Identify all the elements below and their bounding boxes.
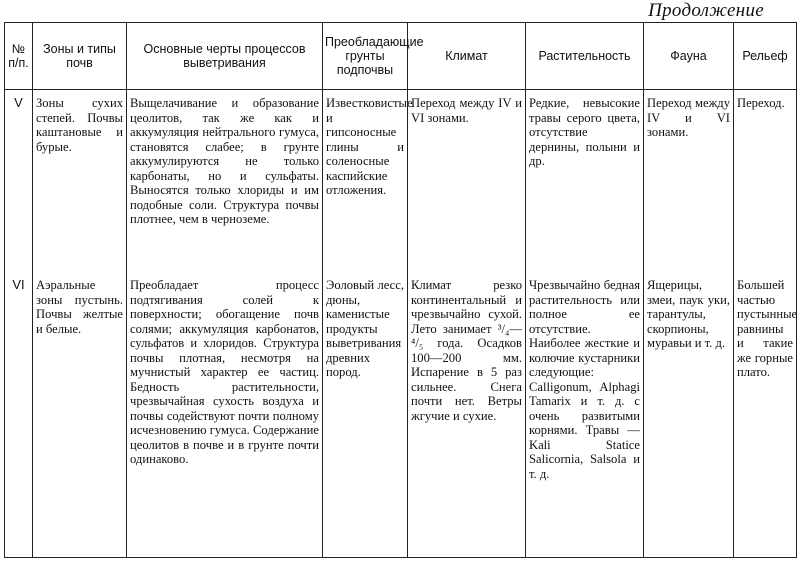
relief-cell: Большей частью пустынные равнины и такие же горные плато. xyxy=(734,268,797,558)
vegetation-cell: Редкие, невысокие травы серого цвета, отсутствие дернины, полыни и др. xyxy=(526,90,644,269)
table-row xyxy=(5,268,797,558)
header-fauna: Фауна xyxy=(644,23,734,90)
table-row xyxy=(5,90,797,269)
row-number: V xyxy=(5,90,33,269)
weathering-cell: Преобладает процесс подтягивания солей к поверхности; обогащение почв солями; аккумуляция карбонатов, сульфатов и хлоридов. Структура почвы плотная, несмотря на мучнистый характер ее частиц. Бедность растительности, чрезвычайная сухость воздуха и почвы содействуют почти полному исчезновению гумуса. Содержание цеолитов в почве и в грунте почти одинаково. xyxy=(127,268,323,558)
fauna-cell: Переход между IV и VI зонами. xyxy=(644,90,734,269)
soil-zones-table xyxy=(4,22,797,558)
continuation-label: Продолжение xyxy=(648,0,764,21)
weathering-cell: Выщелачивание и образование цеолитов, так же как и аккумуляция нейтрального гумуса, становятся слабее; в грунте аккумулируются не только карбонаты, но и сульфаты. Выносятся только хлориды и им подобные соли. Структура почвы плотнее, чем в черноземе. xyxy=(127,90,323,269)
zone-cell: Зоны сухих степей. Почвы каштановые и бурые. xyxy=(33,90,127,269)
header-vegetation: Растительность xyxy=(526,23,644,90)
header-climate: Климат xyxy=(408,23,526,90)
row-number: VI xyxy=(5,268,33,558)
climate-cell: Климат резко континентальный и чрезвычайно сухой. Лето занимает ³/₄—⁴/₅ года. Осадков 100—200 мм. Испарение в 5 раз сильнее. Снега почти нет. Ветры жгучие и сухие. xyxy=(408,268,526,558)
climate-cell: Переход между IV и VI зонами. xyxy=(408,90,526,269)
subsoil-cell: Эоловый лесс, дюны, каменистые продукты выветривания древних пород. xyxy=(323,268,408,558)
header-zones: Зоны и типы почв xyxy=(33,23,127,90)
zone-cell: Аэральные зоны пустынь. Почвы желтые и белые. xyxy=(33,268,127,558)
fauna-cell: Ящерицы, змеи, паук уки, тарантулы, скорпионы, муравьи и т. д. xyxy=(644,268,734,558)
header-row xyxy=(5,23,797,90)
header-relief: Рельеф xyxy=(734,23,797,90)
header-number: № п/п. xyxy=(5,23,33,90)
header-subsoil: Преобладающие грунты подпочвы xyxy=(323,23,408,90)
header-weathering: Основные черты процессов выветривания xyxy=(127,23,323,90)
subsoil-cell: Известковистые и гипсоносные глины и соленосные каспийские отложения. xyxy=(323,90,408,269)
relief-cell: Переход. xyxy=(734,90,797,269)
vegetation-cell: Чрезвычайно бедная растительность или полное ее отсутствие. Наиболее жесткие и колючие кустарники следующие: Calligonum, Alphagi Tamarix и т. д. с очень развитыми корнями. Травы — Kali Statice Salicornia, Salsola и т. д. xyxy=(526,268,644,558)
